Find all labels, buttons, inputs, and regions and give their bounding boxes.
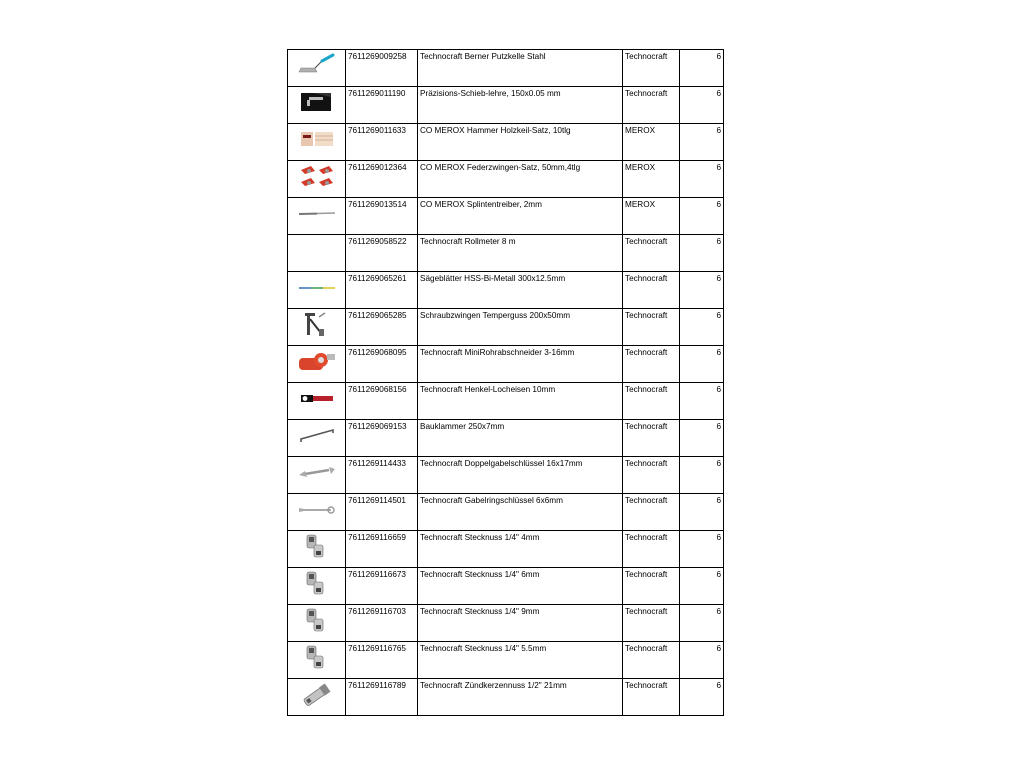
product-image-cell	[288, 531, 346, 568]
product-image-cell	[288, 568, 346, 605]
table-row	[288, 272, 724, 309]
quantity-cell: 6	[680, 87, 724, 124]
description-cell: Technocraft Stecknuss 1/4" 6mm	[418, 568, 623, 605]
table-row	[288, 679, 724, 716]
ean-cell: 7611269009258	[346, 50, 418, 87]
product-image-cell	[288, 642, 346, 679]
table-row	[288, 420, 724, 457]
ean-cell: 7611269116789	[346, 679, 418, 716]
quantity-cell: 6	[680, 679, 724, 716]
product-table	[287, 49, 724, 716]
trowel-icon	[290, 50, 343, 80]
description-cell: Technocraft Stecknuss 1/4" 5.5mm	[418, 642, 623, 679]
ean-cell: 7611269114433	[346, 457, 418, 494]
ean-cell: 7611269116703	[346, 605, 418, 642]
ean-cell: 7611269068156	[346, 383, 418, 420]
brand-cell: Technocraft	[623, 383, 680, 420]
table-row	[288, 531, 724, 568]
product-image-cell	[288, 272, 346, 309]
brand-cell: MEROX	[623, 124, 680, 161]
product-image-cell	[288, 494, 346, 531]
product-image-cell	[288, 420, 346, 457]
ean-cell: 7611269011190	[346, 87, 418, 124]
product-image-cell	[288, 605, 346, 642]
table-row	[288, 50, 724, 87]
product-image-cell	[288, 309, 346, 346]
quantity-cell: 6	[680, 124, 724, 161]
description-cell: Technocraft Stecknuss 1/4" 4mm	[418, 531, 623, 568]
quantity-cell: 6	[680, 494, 724, 531]
product-image-cell	[288, 50, 346, 87]
table-row	[288, 87, 724, 124]
table-row	[288, 346, 724, 383]
quantity-cell: 6	[680, 272, 724, 309]
table-row	[288, 309, 724, 346]
quantity-cell: 6	[680, 161, 724, 198]
product-image-cell	[288, 383, 346, 420]
ean-cell: 7611269058522	[346, 235, 418, 272]
ean-cell: 7611269116673	[346, 568, 418, 605]
ean-cell: 7611269013514	[346, 198, 418, 235]
socket-icon	[290, 568, 343, 598]
brand-cell: Technocraft	[623, 679, 680, 716]
description-cell: Bauklammer 250x7mm	[418, 420, 623, 457]
ean-cell: 7611269114501	[346, 494, 418, 531]
table-row	[288, 457, 724, 494]
product-image-cell	[288, 679, 346, 716]
quantity-cell: 6	[680, 235, 724, 272]
quantity-cell: 6	[680, 50, 724, 87]
product-image-cell	[288, 346, 346, 383]
brand-cell: MEROX	[623, 198, 680, 235]
description-cell: Schraubzwingen Temperguss 200x50mm	[418, 309, 623, 346]
brand-cell: Technocraft	[623, 309, 680, 346]
product-image-cell	[288, 124, 346, 161]
quantity-cell: 6	[680, 420, 724, 457]
ean-cell: 7611269012364	[346, 161, 418, 198]
caliper-case-icon	[290, 87, 343, 117]
table-row	[288, 605, 724, 642]
combination-wrench-icon	[290, 494, 343, 524]
product-image-cell	[288, 87, 346, 124]
description-cell: Technocraft MiniRohrabschneider 3-16mm	[418, 346, 623, 383]
ean-cell: 7611269116659	[346, 531, 418, 568]
socket-icon	[290, 642, 343, 672]
ean-cell: 7611269011633	[346, 124, 418, 161]
quantity-cell: 6	[680, 198, 724, 235]
ean-cell: 7611269069153	[346, 420, 418, 457]
description-cell: Technocraft Zündkerzennuss 1/2" 21mm	[418, 679, 623, 716]
spark-plug-socket-icon	[290, 679, 343, 709]
ean-cell: 7611269068095	[346, 346, 418, 383]
ean-cell: 7611269116765	[346, 642, 418, 679]
table-row	[288, 198, 724, 235]
spring-clamp-set-icon	[290, 161, 343, 191]
ean-cell: 7611269065261	[346, 272, 418, 309]
brand-cell: Technocraft	[623, 272, 680, 309]
description-cell: Technocraft Henkel-Locheisen 10mm	[418, 383, 623, 420]
socket-icon	[290, 605, 343, 635]
quantity-cell: 6	[680, 309, 724, 346]
product-image-cell	[288, 457, 346, 494]
brand-cell: Technocraft	[623, 235, 680, 272]
description-cell: Technocraft Doppelgabelschlüssel 16x17mm	[418, 457, 623, 494]
brand-cell: Technocraft	[623, 568, 680, 605]
description-cell: CO MEROX Hammer Holzkeil-Satz, 10tlg	[418, 124, 623, 161]
brand-cell: Technocraft	[623, 346, 680, 383]
product-image-cell	[288, 235, 346, 272]
product-image-cell	[288, 198, 346, 235]
table-row	[288, 161, 724, 198]
description-cell: CO MEROX Splintentreiber, 2mm	[418, 198, 623, 235]
socket-icon	[290, 531, 343, 561]
ean-cell: 7611269065285	[346, 309, 418, 346]
table-row	[288, 235, 724, 272]
quantity-cell: 6	[680, 531, 724, 568]
brand-cell: MEROX	[623, 161, 680, 198]
product-table-body	[288, 50, 724, 716]
saw-blade-icon	[290, 272, 343, 302]
pin-punch-icon	[290, 198, 343, 228]
pipe-cutter-icon	[290, 346, 343, 376]
table-row	[288, 568, 724, 605]
brand-cell: Technocraft	[623, 457, 680, 494]
wood-wedge-set-icon	[290, 124, 343, 154]
description-cell: Technocraft Gabelringschlüssel 6x6mm	[418, 494, 623, 531]
table-row	[288, 383, 724, 420]
description-cell: Technocraft Rollmeter 8 m	[418, 235, 623, 272]
open-end-wrench-icon	[290, 457, 343, 487]
quantity-cell: 6	[680, 605, 724, 642]
description-cell: CO MEROX Federzwingen-Satz, 50mm,4tlg	[418, 161, 623, 198]
screw-clamp-icon	[290, 309, 343, 339]
table-row	[288, 124, 724, 161]
brand-cell: Technocraft	[623, 50, 680, 87]
description-cell: Technocraft Berner Putzkelle Stahl	[418, 50, 623, 87]
table-row	[288, 642, 724, 679]
description-cell: Sägeblätter HSS-Bi-Metall 300x12.5mm	[418, 272, 623, 309]
quantity-cell: 6	[680, 383, 724, 420]
brand-cell: Technocraft	[623, 494, 680, 531]
brand-cell: Technocraft	[623, 642, 680, 679]
brand-cell: Technocraft	[623, 87, 680, 124]
construction-staple-icon	[290, 420, 343, 450]
hole-punch-icon	[290, 383, 343, 413]
product-image-cell	[288, 161, 346, 198]
quantity-cell: 6	[680, 642, 724, 679]
quantity-cell: 6	[680, 346, 724, 383]
description-cell: Technocraft Stecknuss 1/4" 9mm	[418, 605, 623, 642]
description-cell: Präzisions-Schieb-lehre, 150x0.05 mm	[418, 87, 623, 124]
brand-cell: Technocraft	[623, 420, 680, 457]
brand-cell: Technocraft	[623, 605, 680, 642]
table-row	[288, 494, 724, 531]
brand-cell: Technocraft	[623, 531, 680, 568]
quantity-cell: 6	[680, 457, 724, 494]
quantity-cell: 6	[680, 568, 724, 605]
